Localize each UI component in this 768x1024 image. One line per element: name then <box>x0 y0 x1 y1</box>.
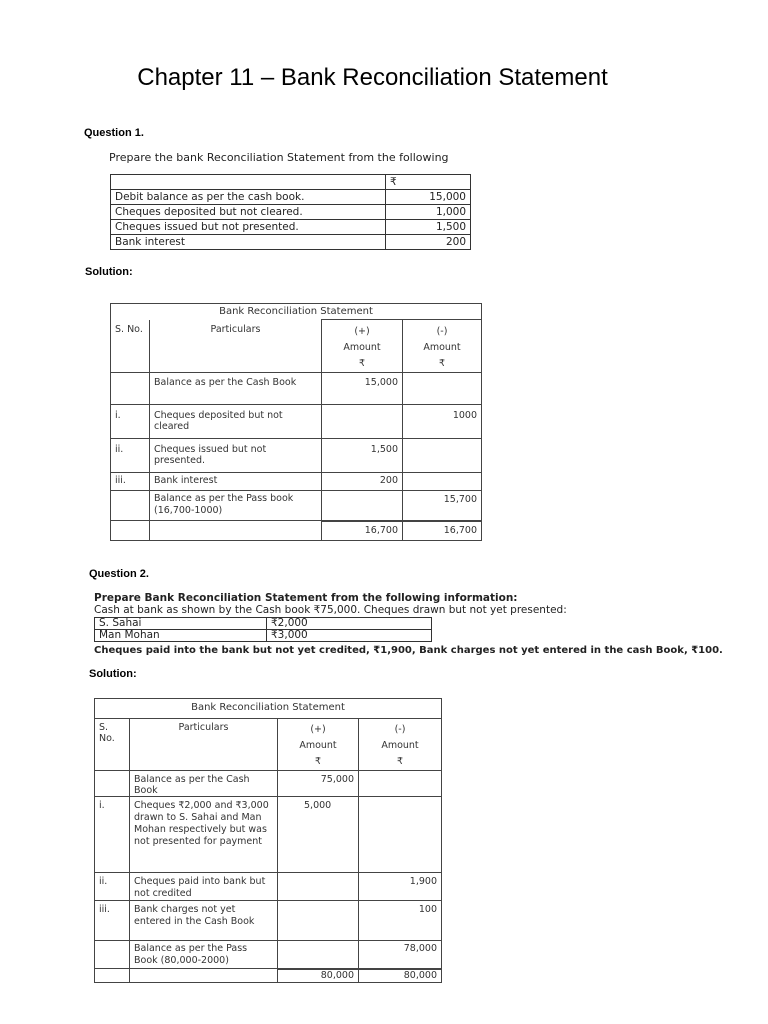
question-1-prompt: Prepare the bank Reconciliation Statement from the following <box>109 151 449 164</box>
s2-col-minus <box>359 719 442 771</box>
q1-item: Debit balance as per the cash book. <box>111 190 386 205</box>
s2-particulars: Balance as per the Cash Book <box>130 771 278 797</box>
s1-particulars: Balance as per the Cash Book <box>150 373 322 405</box>
table-row <box>95 873 442 901</box>
s1-minus <box>403 473 482 491</box>
question-2-line3: Cheques paid into the bank but not yet credited, ₹1,900, Bank charges not yet entered in the cash Book, ₹100. <box>94 645 723 656</box>
s2-minus: 100 <box>359 901 442 941</box>
s2-plus <box>278 873 359 901</box>
s1-total-plus: 16,700 <box>322 521 403 541</box>
table-row <box>111 491 482 521</box>
s1-plus: 1,500 <box>322 439 403 473</box>
q1-amount: 1,000 <box>386 205 471 220</box>
s1-col-plus <box>322 320 403 373</box>
q1-item: Bank interest <box>111 235 386 250</box>
s1-plus-sign: (+) <box>354 326 370 337</box>
table-row <box>95 630 432 642</box>
q1-item: Cheques deposited but not cleared. <box>111 205 386 220</box>
s2-minus: 78,000 <box>359 941 442 969</box>
s1-sno: i. <box>111 405 150 439</box>
s2-total-sno <box>95 969 130 983</box>
q1-amount: 15,000 <box>386 190 471 205</box>
table-row <box>111 439 482 473</box>
s2-minus-sign: (-) <box>394 724 406 735</box>
q1-amount: 200 <box>386 235 471 250</box>
s1-plus <box>322 405 403 439</box>
q1-header-blank <box>111 175 386 190</box>
s1-plus-currency: ₹ <box>358 358 366 369</box>
s1-sno <box>111 373 150 405</box>
table-row <box>111 473 482 491</box>
s2-total-particulars <box>130 969 278 983</box>
q1-header-currency: ₹ <box>386 175 471 190</box>
s2-col-particulars: Particulars <box>130 719 278 771</box>
s2-sno: i. <box>95 797 130 873</box>
s1-sno: iii. <box>111 473 150 491</box>
question-1-label: Question 1. <box>84 127 144 139</box>
table-row <box>111 220 471 235</box>
table-row <box>95 901 442 941</box>
s1-plus: 15,000 <box>322 373 403 405</box>
s2-particulars: Balance as per the Pass Book (80,000-2000) <box>130 941 278 969</box>
s1-plus: 200 <box>322 473 403 491</box>
s1-minus: 1000 <box>403 405 482 439</box>
table-row <box>95 941 442 969</box>
solution-1-table <box>110 303 482 541</box>
page-title: Chapter 11 – Bank Reconciliation Statement <box>137 64 608 91</box>
s2-sno: iii. <box>95 901 130 941</box>
s1-col-particulars: Particulars <box>150 320 322 373</box>
table-row <box>95 771 442 797</box>
table-row <box>95 797 442 873</box>
s1-sno: ii. <box>111 439 150 473</box>
question-2-table <box>94 617 432 642</box>
s1-particulars: Balance as per the Pass book (16,700-1000) <box>150 491 322 521</box>
s2-total-minus: 80,000 <box>359 969 442 983</box>
s1-total-particulars <box>150 521 322 541</box>
s1-title: Bank Reconciliation Statement <box>111 304 482 320</box>
s2-sno: ii. <box>95 873 130 901</box>
s2-minus-amount: Amount <box>381 740 419 751</box>
solution-2-table <box>94 698 442 983</box>
q2-amount: ₹2,000 <box>267 618 432 630</box>
q1-item: Cheques issued but not presented. <box>111 220 386 235</box>
q2-name: S. Sahai <box>95 618 267 630</box>
q2-amount: ₹3,000 <box>267 630 432 642</box>
s1-minus <box>403 373 482 405</box>
s1-total-minus: 16,700 <box>403 521 482 541</box>
s2-col-plus <box>278 719 359 771</box>
s2-plus-amount: Amount <box>299 740 337 751</box>
s1-particulars: Bank interest <box>150 473 322 491</box>
s2-plus: 5,000 <box>278 797 359 873</box>
s2-minus: 1,900 <box>359 873 442 901</box>
s2-minus <box>359 797 442 873</box>
s2-minus <box>359 771 442 797</box>
s2-sno <box>95 771 130 797</box>
s1-particulars: Cheques issued but not presented. <box>150 439 322 473</box>
s1-total-sno <box>111 521 150 541</box>
s2-plus-sign: (+) <box>310 724 326 735</box>
solution-1-label: Solution: <box>85 266 133 278</box>
s2-particulars: Bank charges not yet entered in the Cash Book <box>130 901 278 941</box>
table-row <box>111 190 471 205</box>
question-2-prompt: Prepare Bank Reconciliation Statement from the following information: <box>94 592 518 604</box>
s1-col-minus <box>403 320 482 373</box>
s1-plus-amount: Amount <box>343 342 381 353</box>
s2-minus-currency: ₹ <box>396 756 404 767</box>
table-row <box>111 235 471 250</box>
s2-sno <box>95 941 130 969</box>
s2-plus <box>278 941 359 969</box>
table-row <box>111 205 471 220</box>
s1-plus <box>322 491 403 521</box>
s2-title: Bank Reconciliation Statement <box>95 699 442 719</box>
q2-name: Man Mohan <box>95 630 267 642</box>
s2-plus <box>278 901 359 941</box>
s2-plus: 75,000 <box>278 771 359 797</box>
q1-amount: 1,500 <box>386 220 471 235</box>
question-2-label: Question 2. <box>89 568 149 580</box>
s1-minus: 15,700 <box>403 491 482 521</box>
total-row <box>95 969 442 983</box>
total-row <box>111 521 482 541</box>
question-1-table <box>110 174 471 250</box>
s2-particulars: Cheques ₹2,000 and ₹3,000 drawn to S. Sahai and Man Mohan respectively but was not presented for payment <box>130 797 278 873</box>
s1-minus-amount: Amount <box>423 342 461 353</box>
table-row <box>111 373 482 405</box>
s2-particulars: Cheques paid into bank but not credited <box>130 873 278 901</box>
s1-sno <box>111 491 150 521</box>
s1-minus-sign: (-) <box>436 326 448 337</box>
table-row <box>95 618 432 630</box>
s1-col-sno: S. No. <box>111 320 150 373</box>
s2-total-plus: 80,000 <box>278 969 359 983</box>
table-row <box>111 405 482 439</box>
s1-minus-currency: ₹ <box>438 358 446 369</box>
s1-minus <box>403 439 482 473</box>
s2-col-sno: S. No. <box>95 719 130 771</box>
solution-2-label: Solution: <box>89 668 137 680</box>
question-2-line2: Cash at bank as shown by the Cash book ₹75,000. Cheques drawn but not yet presented: <box>94 604 567 616</box>
s2-plus-currency: ₹ <box>314 756 322 767</box>
s1-particulars: Cheques deposited but not cleared <box>150 405 322 439</box>
